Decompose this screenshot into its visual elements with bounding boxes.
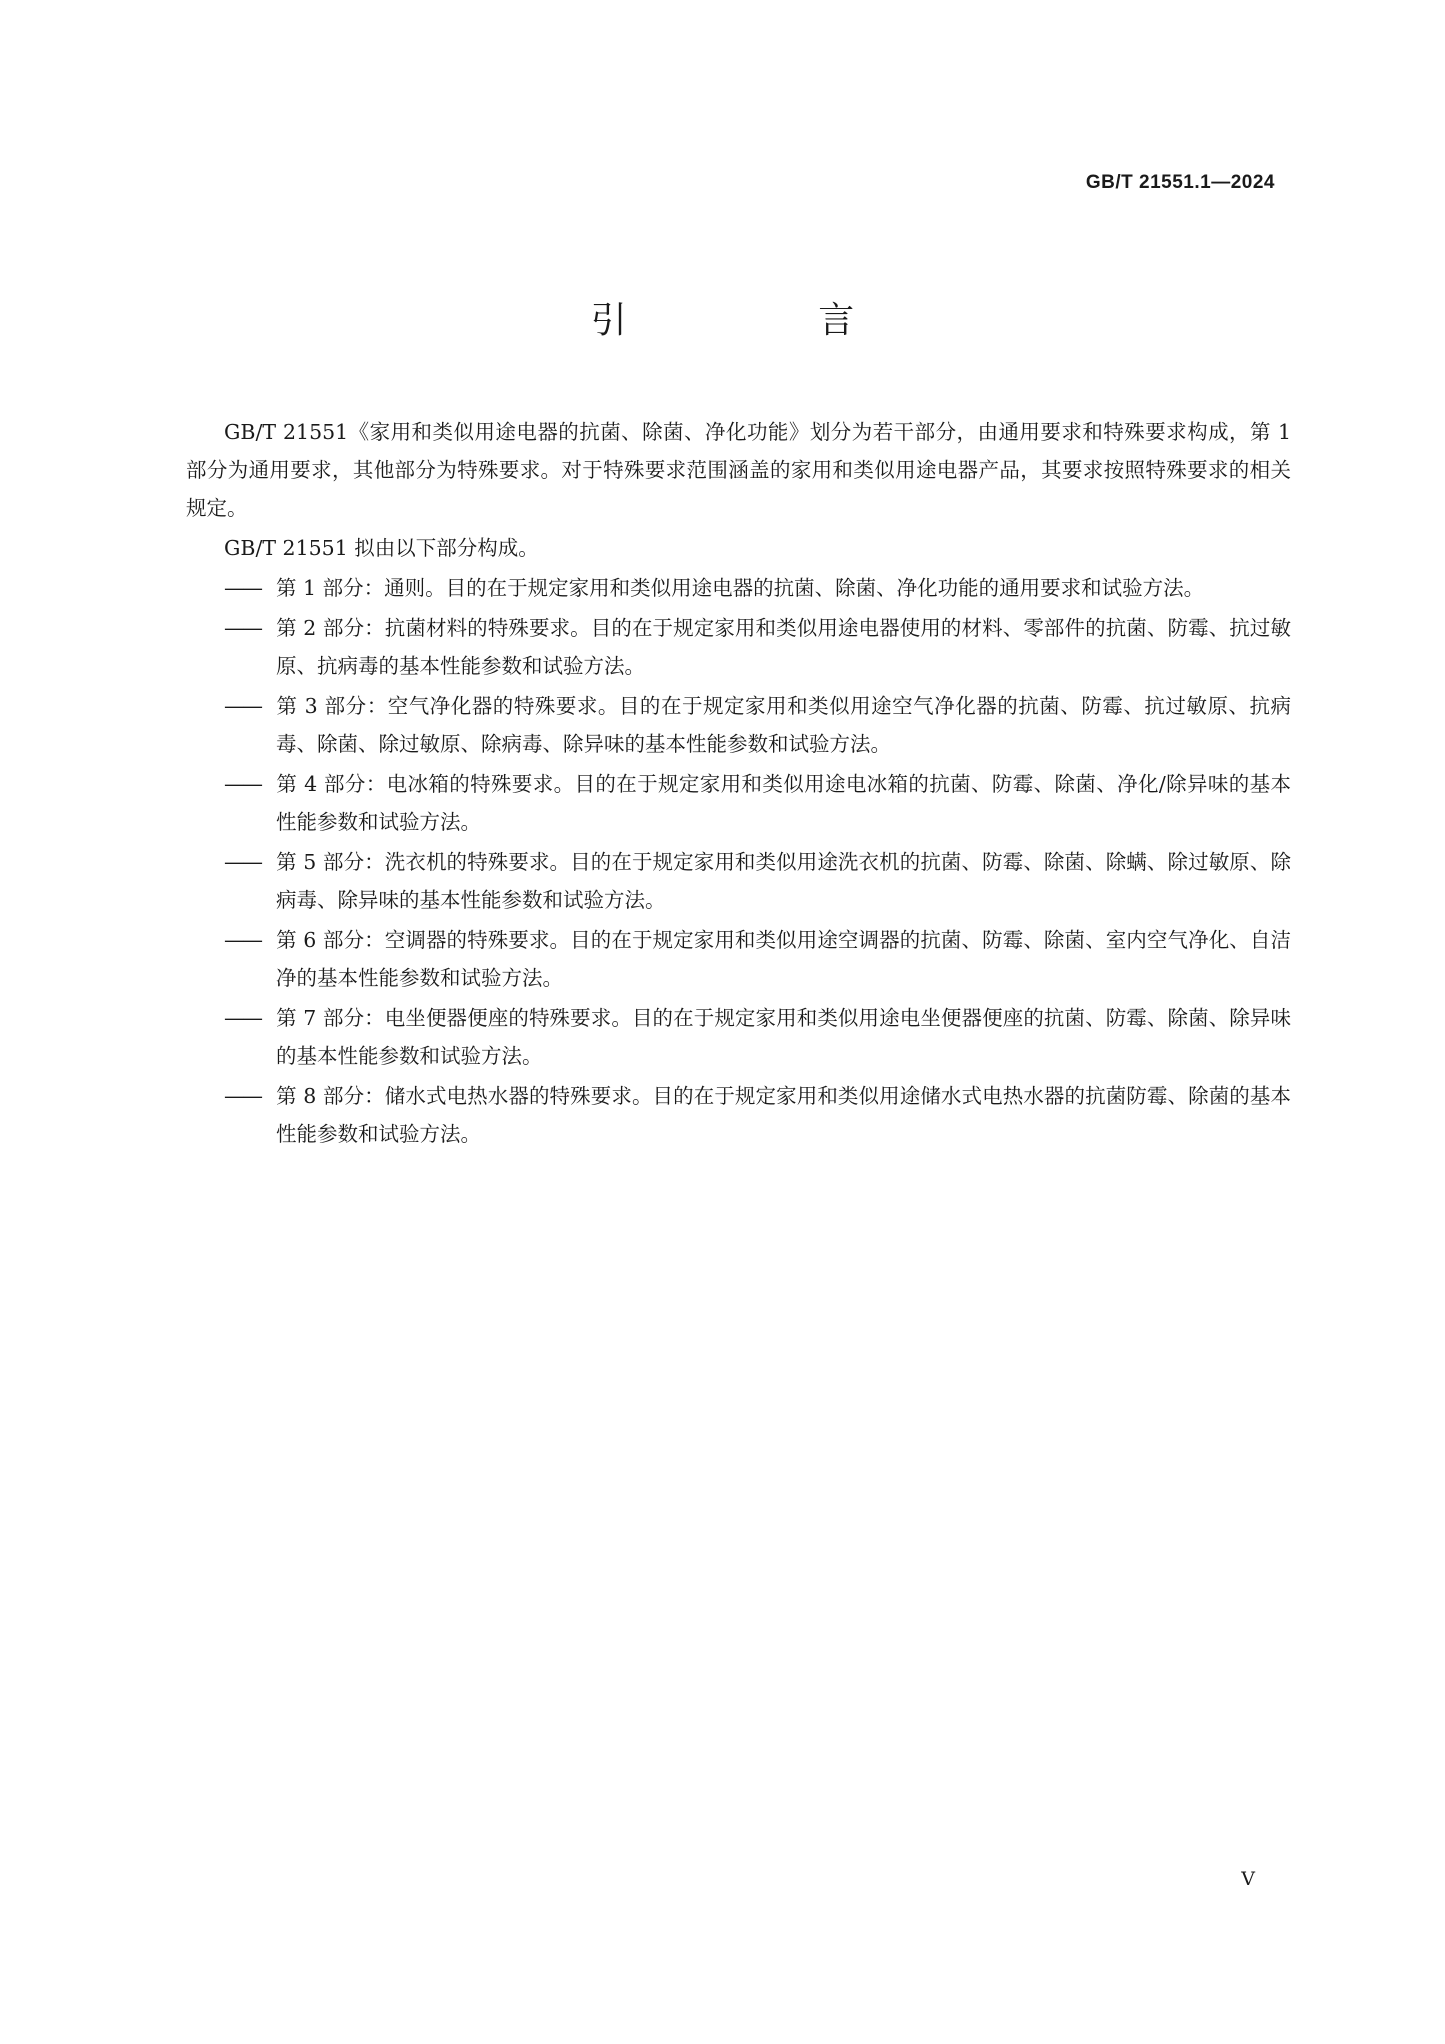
list-item-part-5 (224, 843, 1291, 919)
dash-marker: —— (224, 1084, 261, 1108)
document-body (186, 413, 1291, 1155)
dash-marker: —— (224, 1006, 261, 1030)
list-item-part-6 (224, 921, 1291, 997)
list-item-part-2 (224, 609, 1291, 685)
list-item-part-1 (224, 569, 1291, 607)
list-item-text: 第 5 部分：洗衣机的特殊要求。目的在于规定家用和类似用途洗衣机的抗菌、防霉、除菌、除螨、除过敏原、除病毒、除异味的基本性能参数和试验方法。 (276, 850, 1291, 912)
page-number: V (1241, 1868, 1255, 1890)
list-item-part-8 (224, 1077, 1291, 1153)
dash-marker: —— (224, 772, 261, 796)
list-item-part-7 (224, 999, 1291, 1075)
standard-code: GB/T 21551.1—2024 (1085, 172, 1275, 193)
dash-marker: —— (224, 850, 261, 874)
dash-marker: —— (224, 576, 261, 600)
list-item-text: 第 7 部分：电坐便器便座的特殊要求。目的在于规定家用和类似用途电坐便器便座的抗菌、防霉、除菌、除异味的基本性能参数和试验方法。 (276, 1006, 1291, 1068)
intro-paragraph: GB/T 21551《家用和类似用途电器的抗菌、除菌、净化功能》划分为若干部分，由通用要求和特殊要求构成，第 1 部分为通用要求，其他部分为特殊要求。对于特殊要求范围涵盖的家用和类似用途电器产品，其要求按照特殊要求的相关规定。 (186, 420, 1291, 520)
list-item-text: 第 4 部分：电冰箱的特殊要求。目的在于规定家用和类似用途电冰箱的抗菌、防霉、除菌、净化/除异味的基本性能参数和试验方法。 (276, 772, 1291, 834)
structure-paragraph: GB/T 21551 拟由以下部分构成。 (224, 536, 539, 560)
list-item-part-4 (224, 765, 1291, 841)
dash-marker: —— (224, 928, 261, 952)
page-title: 引 言 (590, 300, 945, 341)
list-item-part-3 (224, 687, 1291, 763)
dash-marker: —— (224, 694, 261, 718)
list-item-text: 第 3 部分：空气净化器的特殊要求。目的在于规定家用和类似用途空气净化器的抗菌、防霉、抗过敏原、抗病毒、除菌、除过敏原、除病毒、除异味的基本性能参数和试验方法。 (276, 694, 1291, 756)
list-item-text: 第 1 部分：通则。目的在于规定家用和类似用途电器的抗菌、除菌、净化功能的通用要求和试验方法。 (276, 576, 1205, 600)
list-item-text: 第 6 部分：空调器的特殊要求。目的在于规定家用和类似用途空调器的抗菌、防霉、除菌、室内空气净化、自洁净的基本性能参数和试验方法。 (276, 928, 1291, 990)
dash-marker: —— (224, 616, 261, 640)
list-item-text: 第 2 部分：抗菌材料的特殊要求。目的在于规定家用和类似用途电器使用的材料、零部件的抗菌、防霉、抗过敏原、抗病毒的基本性能参数和试验方法。 (276, 616, 1291, 678)
list-item-text: 第 8 部分：储水式电热水器的特殊要求。目的在于规定家用和类似用途储水式电热水器的抗菌防霉、除菌的基本性能参数和试验方法。 (276, 1084, 1291, 1146)
